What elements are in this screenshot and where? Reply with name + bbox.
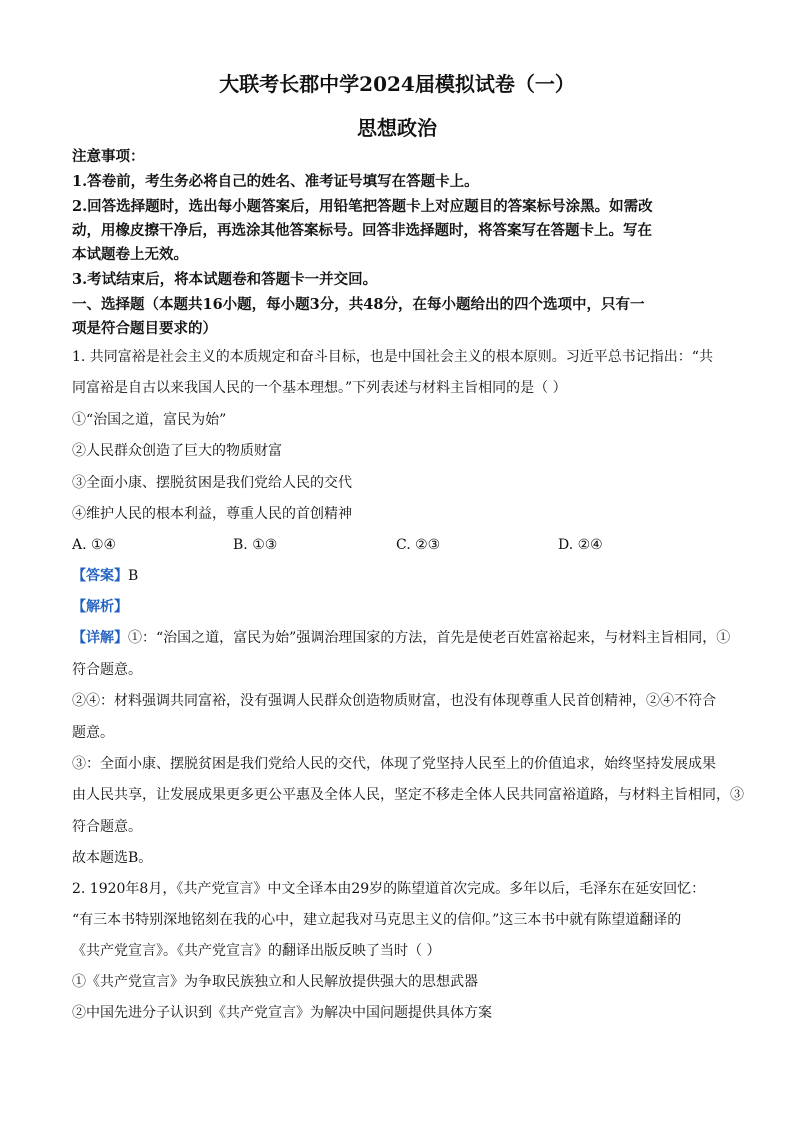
exam-title: 大联考长郡中学2024届模拟试卷（一）	[219, 72, 575, 96]
question-2-item: ①《共产党宣言》为争取民族独立和人民解放提供强大的思想武器	[72, 974, 478, 990]
question-1-item: ④维护人民的根本利益，尊重人民的首创精神	[72, 506, 352, 522]
answer-line	[72, 567, 138, 585]
notice-line: 2.回答选择题时，选出每小题答案后，用铅笔把答题卡上对应题目的答案标号涂黑。如需改	[72, 198, 653, 215]
subject-title: 思想政治	[357, 116, 437, 140]
section-heading-cont: 项是符合题目要求的）	[72, 320, 217, 337]
question-2-stem: 2. 1920年8月，《共产党宣言》中文全译本由29岁的陈望道首次完成。多年以后，毛泽东在延安回忆：	[72, 881, 706, 897]
question-2-item: ②中国先进分子认识到《共产党宣言》为解决中国问题提供具体方案	[72, 1005, 492, 1021]
notice-line: 本试题卷上无效。	[72, 246, 188, 263]
detail-tag: 【详解】	[72, 630, 128, 646]
answer-tag: 【答案】	[72, 568, 128, 584]
question-1-item: ③全面小康、摆脱贫困是我们党给人民的交代	[72, 475, 352, 491]
question-1-item: ①“治国之道，富民为始”	[72, 412, 227, 428]
notice-line: 3.考试结束后，将本试题卷和答题卡一并交回。	[72, 271, 378, 288]
option-b: B. ①③	[233, 537, 278, 553]
question-1-stem-cont: 同富裕是自古以来我国人民的一个基本理想。”下列表述与材料主旨相同的是（ ）	[72, 380, 567, 396]
option-d: D. ②④	[558, 537, 603, 553]
question-1-stem: 1. 共同富裕是社会主义的本质规定和奋斗目标，也是中国社会主义的根本原则。习近平总书记指出：“共	[72, 349, 713, 365]
detail-text: ①：“治国之道，富民为始”强调治理国家的方法，首先是使老百姓富裕起来，与材料主旨相同，①	[128, 630, 731, 646]
section-heading: 一、选择题（本题共16小题，每小题3分，共48分，在每小题给出的四个选项中，只有一	[72, 296, 645, 313]
analysis-line	[72, 598, 128, 616]
notice-line: 1.答卷前，考生务必将自己的姓名、准考证号填写在答题卡上。	[72, 173, 479, 190]
detail-text: ②④：材料强调共同富裕，没有强调人民群众创造物质财富，也没有体现尊重人民首创精神，②④不符合	[72, 693, 716, 709]
detail-text: 题意。	[72, 725, 114, 741]
question-1-item: ②人民群众创造了巨大的物质财富	[72, 443, 282, 459]
question-2-stem-cont: 《共产党宣言》。《共产党宣言》的翻译出版反映了当时（ ）	[72, 943, 441, 959]
option-c: C. ②③	[396, 537, 441, 553]
conclusion: 故本题选B。	[72, 850, 153, 866]
detail-text: 符合题意。	[72, 662, 142, 678]
detail-text: 由人民共享，让发展成果更多更公平惠及全体人民，坚定不移走全体人民共同富裕道路，与材料主旨相同，③	[72, 787, 744, 803]
notice-heading: 注意事项：	[72, 148, 145, 165]
option-a: A. ①④	[72, 537, 117, 553]
question-2-stem-cont: “有三本书特别深地铭刻在我的心中，建立起我对马克思主义的信仰。”这三本书中就有陈望道翻译的	[72, 912, 682, 928]
detail-text: ③：全面小康、摆脱贫困是我们党给人民的交代，体现了党坚持人民至上的价值追求，始终坚持发展成果	[72, 756, 716, 772]
notice-line: 动，用橡皮擦干净后，再选涂其他答案标号。回答非选择题时，将答案写在答题卡上。写在	[72, 222, 652, 239]
detail-line	[72, 629, 730, 647]
detail-text: 符合题意。	[72, 819, 142, 835]
answer-value: B	[128, 568, 139, 584]
analysis-tag: 【解析】	[72, 599, 128, 615]
